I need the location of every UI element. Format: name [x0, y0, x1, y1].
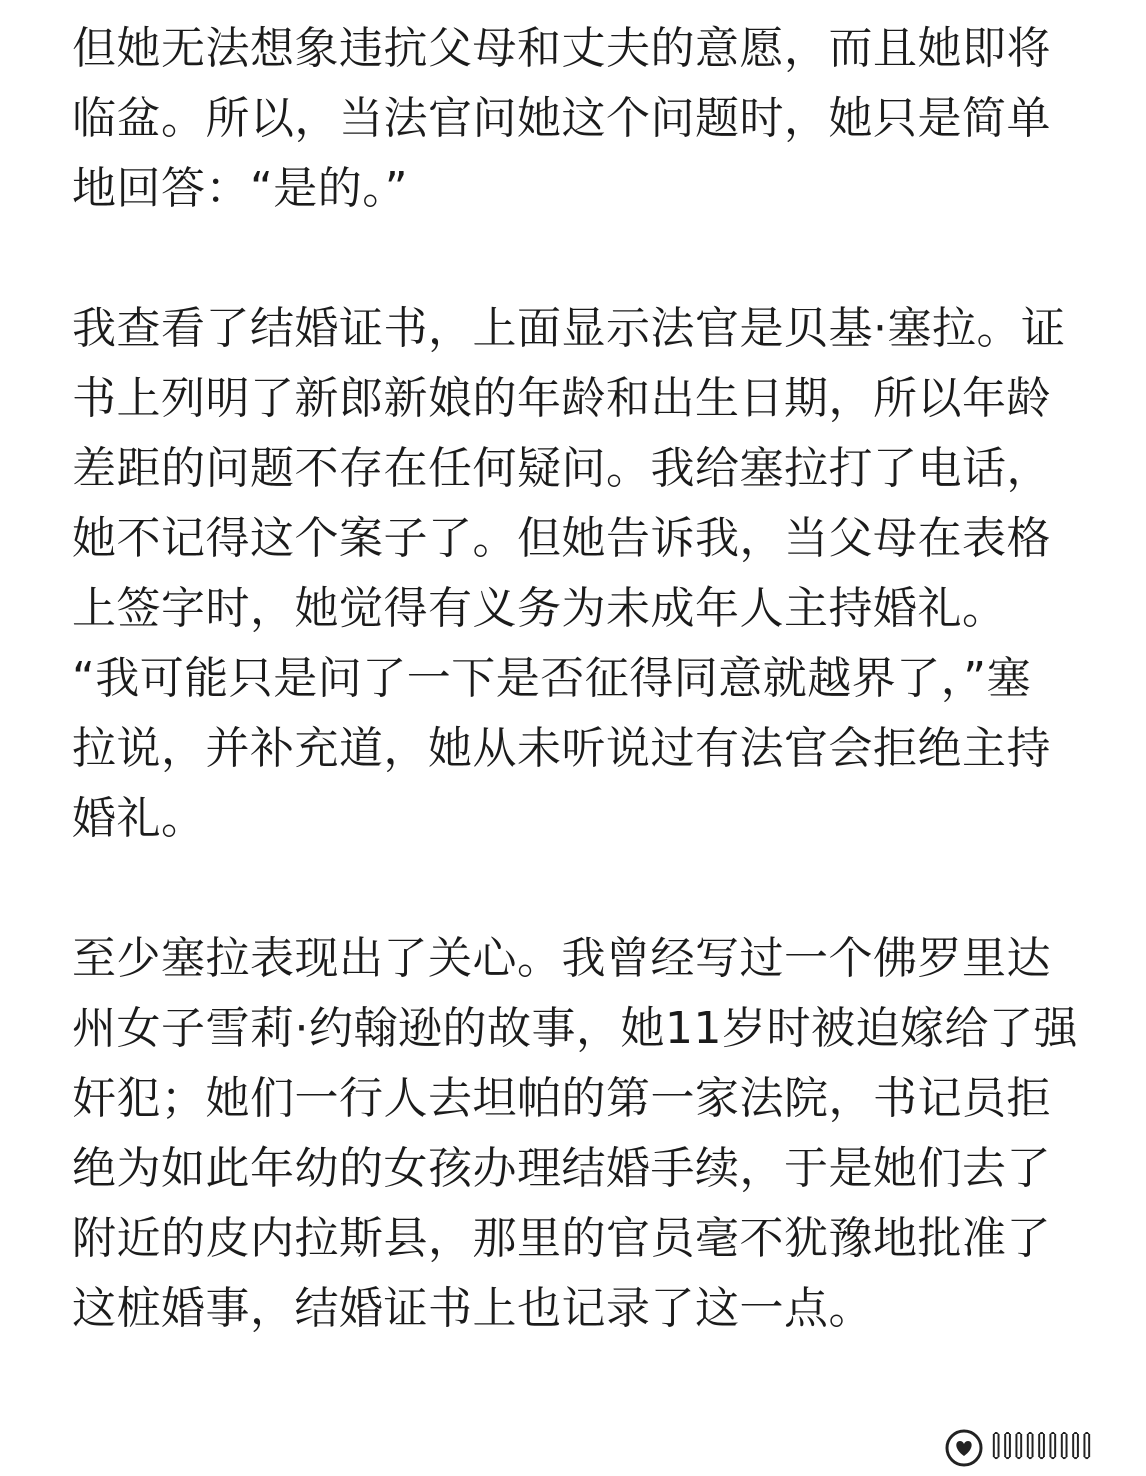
article-body — [72, 14, 1136, 1344]
text-line: 书上列明了新郎新娘的年龄和出生日期，所以年龄 — [72, 373, 1051, 424]
paragraph-1 — [72, 14, 1136, 224]
text-line: 地回答：“是的。” — [72, 163, 409, 214]
paragraph-gap — [72, 224, 1136, 294]
text-line: 我查看了结婚证书，上面显示法官是贝基·塞拉。证 — [72, 303, 1066, 354]
paragraph-gap — [72, 854, 1136, 924]
text-line: 附近的皮内拉斯县，那里的官员毫不犹豫地批准了 — [72, 1213, 1051, 1264]
text-line: 上签字时，她觉得有义务为未成年人主持婚礼。 — [72, 583, 1007, 634]
text-line: 奸犯；她们一行人去坦帕的第一家法院，书记员拒 — [72, 1073, 1051, 1124]
text-line: 差距的问题不存在任何疑问。我给塞拉打了电话， — [72, 443, 1051, 494]
text-line: 婚礼。 — [72, 793, 206, 844]
text-line: 绝为如此年幼的女孩办理结婚手续，于是她们去了 — [72, 1143, 1051, 1194]
text-line: 临盆。所以，当法官问她这个问题时，她只是简单 — [72, 93, 1051, 144]
text-line: “我可能只是问了一下是否征得同意就越界了，”塞 — [72, 653, 1032, 704]
text-line: 至少塞拉表现出了关心。我曾经写过一个佛罗里达 — [72, 933, 1051, 984]
paragraph-2 — [72, 294, 1136, 854]
watermark — [944, 1428, 1136, 1468]
watermark-text: lllllllll — [992, 1430, 1095, 1465]
text-line: 州女子雪莉·约翰逊的故事，她11岁时被迫嫁给了强 — [72, 1003, 1078, 1054]
paragraph-3 — [72, 924, 1136, 1344]
text-line: 她不记得这个案子了。但她告诉我，当父母在表格 — [72, 513, 1051, 564]
heart-logo-icon — [944, 1428, 984, 1468]
text-line: 拉说，并补充道，她从未听说过有法官会拒绝主持 — [72, 723, 1051, 774]
text-line: 这桩婚事，结婚证书上也记录了这一点。 — [72, 1283, 873, 1334]
text-line: 但她无法想象违抗父母和丈夫的意愿，而且她即将 — [72, 23, 1051, 74]
